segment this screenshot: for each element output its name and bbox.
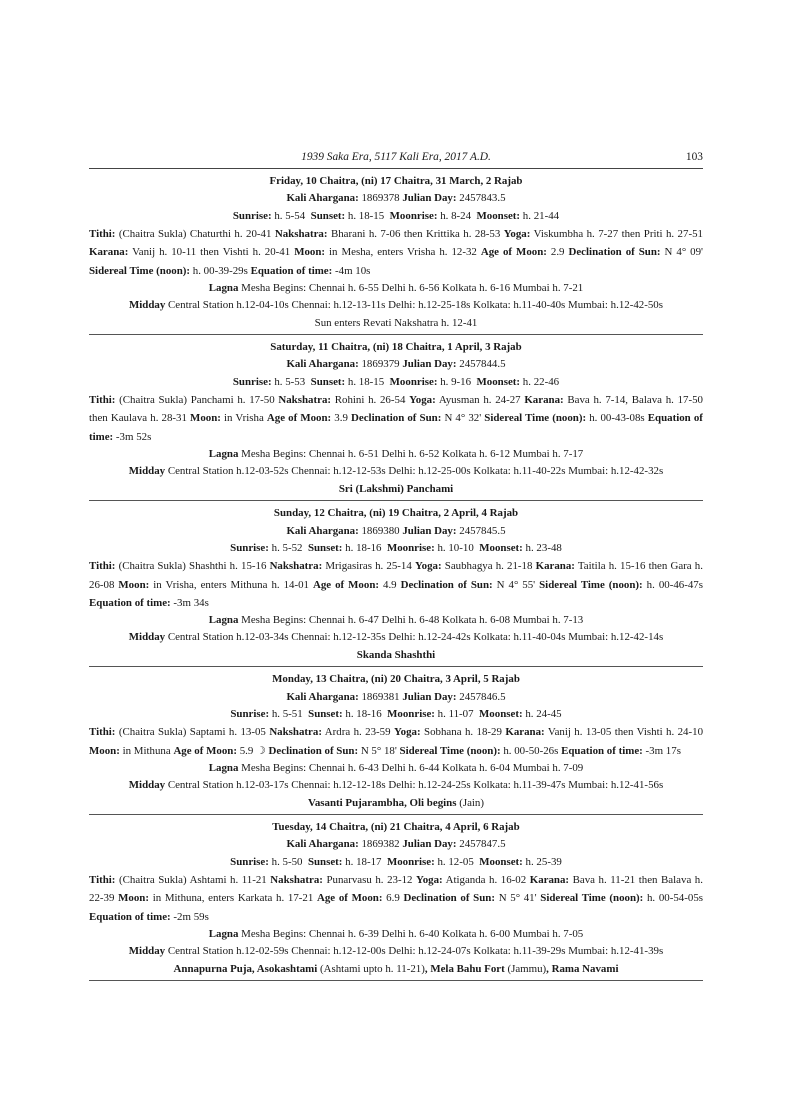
festival-part: , Rama Navami bbox=[546, 962, 619, 975]
ahargana-line bbox=[89, 523, 703, 540]
julian-label: Julian Day: bbox=[402, 690, 457, 703]
ahargana-line bbox=[89, 356, 703, 373]
midday-value: Central Station h.12-02-59s Chennai: h.12-12-00s Delhi: h.12-24-07s Kolkata: h.11-39-29s Mumbai: h.12-41-39s bbox=[167, 945, 664, 958]
karana-value: Vanij h. 10-11 then Vishti h. 20-41 bbox=[132, 246, 291, 259]
declination-label: Declination of Sun: bbox=[568, 246, 661, 259]
sidereal-time-label: Sidereal Time (noon): bbox=[539, 578, 643, 591]
panchang-paragraph bbox=[89, 723, 703, 759]
julian-value: 2457844.5 bbox=[459, 358, 506, 371]
ahargana-line bbox=[89, 836, 703, 853]
declination-label: Declination of Sun: bbox=[403, 892, 495, 905]
festival-line bbox=[89, 961, 703, 978]
kali-label: Kali Ahargana: bbox=[286, 524, 359, 537]
declination-value: N 4° 55' bbox=[496, 578, 536, 591]
midday-line bbox=[89, 297, 703, 314]
yoga-value: Viskumbha h. 7-27 then Priti h. 27-51 bbox=[533, 228, 703, 241]
nakshatra-value: Rohini h. 26-54 bbox=[334, 394, 406, 407]
sunset-value: h. 18-15 bbox=[347, 209, 385, 222]
moonset-label: Moonset: bbox=[476, 375, 521, 388]
julian-label: Julian Day: bbox=[402, 192, 457, 205]
festival-text: Skanda Shashthi bbox=[356, 648, 436, 661]
midday-label: Midday bbox=[128, 299, 166, 312]
day-entry bbox=[89, 815, 703, 981]
moon-label: Moon: bbox=[190, 412, 221, 425]
sunrise-value: h. 5-51 bbox=[271, 707, 303, 720]
kali-value: 1869378 bbox=[361, 192, 400, 205]
lagna-line bbox=[89, 612, 703, 629]
nakshatra-label: Nakshatra: bbox=[278, 394, 332, 407]
karana-label: Karana: bbox=[524, 394, 564, 407]
day-entries bbox=[89, 169, 703, 981]
lagna-value: Mesha Begins: Chennai h. 6-39 Delhi h. 6-40 Kolkata h. 6-00 Mumbai h. 7-05 bbox=[241, 927, 584, 940]
tithi-value: (Chaitra Sukla) Shashthi h. 15-16 bbox=[118, 560, 267, 573]
karana-value: Bava h. 7-14, Balava h. 17-50 then Kaulava h. 28-31 bbox=[89, 394, 703, 425]
festival-part: (Ashtami upto h. 11-21) bbox=[317, 962, 425, 975]
sunrise-label: Sunrise: bbox=[232, 209, 272, 222]
moon-label: Moon: bbox=[89, 744, 120, 757]
julian-label: Julian Day: bbox=[402, 838, 457, 851]
karana-label: Karana: bbox=[529, 874, 570, 887]
midday-line bbox=[89, 943, 703, 960]
julian-label: Julian Day: bbox=[402, 358, 457, 371]
moonrise-label: Moonrise: bbox=[389, 209, 438, 222]
moonrise-label: Moonrise: bbox=[386, 855, 435, 868]
lagna-line bbox=[89, 280, 703, 297]
kali-label: Kali Ahargana: bbox=[286, 838, 359, 851]
sunset-label: Sunset: bbox=[308, 707, 343, 720]
panchang-paragraph bbox=[89, 557, 703, 612]
age-of-moon-label: Age of Moon: bbox=[480, 246, 547, 259]
equation-of-time-value: -3m 52s bbox=[115, 430, 152, 443]
moonset-value: h. 25-39 bbox=[525, 855, 562, 868]
midday-value: Central Station h.12-03-34s Chennai: h.12-12-35s Delhi: h.12-24-42s Kolkata: h.11-40-04s Mumbai: h.12-42-14s bbox=[167, 631, 664, 644]
lagna-label: Lagna bbox=[208, 281, 239, 294]
moon-value: in Vrisha bbox=[224, 412, 264, 425]
age-of-moon-label: Age of Moon: bbox=[317, 892, 383, 905]
date-line: Monday, 13 Chaitra, (ni) 20 Chaitra, 3 April, 5 Rajab bbox=[272, 673, 520, 686]
age-of-moon-value: 3.9 bbox=[334, 412, 348, 425]
festival-suffix: (Jain) bbox=[459, 796, 484, 809]
moon-value: in Vrisha, enters Mithuna h. 14-01 bbox=[153, 578, 309, 591]
date-line: Tuesday, 14 Chaitra, (ni) 21 Chaitra, 4 April, 6 Rajab bbox=[272, 820, 520, 833]
festival-text: Sri (Lakshmi) Panchami bbox=[338, 482, 454, 495]
midday-label: Midday bbox=[128, 631, 166, 644]
equation-of-time-label: Equation of time: bbox=[89, 596, 171, 609]
midday-label: Midday bbox=[128, 945, 166, 958]
almanac-page bbox=[89, 150, 703, 981]
sidereal-time-label: Sidereal Time (noon): bbox=[540, 892, 644, 905]
yoga-value: Sobhana h. 18-29 bbox=[424, 726, 502, 739]
midday-line bbox=[89, 463, 703, 480]
kali-value: 1869379 bbox=[361, 358, 400, 371]
yoga-label: Yoga: bbox=[414, 560, 442, 573]
sunrise-label: Sunrise: bbox=[232, 375, 272, 388]
tithi-label: Tithi: bbox=[89, 560, 116, 573]
sidereal-time-value: h. 00-46-47s bbox=[646, 578, 703, 591]
sidereal-time-value: h. 00-39-29s bbox=[192, 264, 248, 277]
moonset-label: Moonset: bbox=[479, 541, 523, 554]
festival-line bbox=[89, 481, 703, 498]
sunset-value: h. 18-16 bbox=[345, 541, 382, 554]
sunset-label: Sunset: bbox=[310, 375, 346, 388]
declination-value: N 5° 41' bbox=[498, 892, 537, 905]
equation-of-time-value: -3m 17s bbox=[645, 744, 681, 757]
karana-label: Karana: bbox=[535, 560, 575, 573]
midday-line bbox=[89, 777, 703, 794]
sunrise-value: h. 5-50 bbox=[271, 855, 303, 868]
equation-of-time-value: -3m 34s bbox=[173, 596, 209, 609]
declination-label: Declination of Sun: bbox=[351, 412, 442, 425]
julian-value: 2457843.5 bbox=[459, 192, 506, 205]
moonrise-value: h. 9-16 bbox=[440, 375, 472, 388]
tithi-value: (Chaitra Sukla) Ashtami h. 11-21 bbox=[118, 874, 267, 887]
midday-value: Central Station h.12-03-52s Chennai: h.12-12-53s Delhi: h.12-25-00s Kolkata: h.11-40-22s Mumbai: h.12-42-32s bbox=[167, 465, 664, 478]
sunrise-label: Sunrise: bbox=[230, 541, 269, 554]
rise-set-line bbox=[89, 374, 703, 391]
tithi-label: Tithi: bbox=[89, 874, 116, 887]
yoga-value: Saubhagya h. 21-18 bbox=[444, 560, 533, 573]
age-of-moon-value: 4.9 bbox=[383, 578, 397, 591]
declination-label: Declination of Sun: bbox=[268, 744, 359, 757]
sidereal-time-label: Sidereal Time (noon): bbox=[484, 412, 587, 425]
sidereal-time-value: h. 00-50-26s bbox=[503, 744, 559, 757]
date-line: Friday, 10 Chaitra, (ni) 17 Chaitra, 31 March, 2 Rajab bbox=[269, 175, 523, 187]
kali-value: 1869380 bbox=[361, 524, 400, 537]
moon-label: Moon: bbox=[118, 892, 149, 905]
day-entry bbox=[89, 667, 703, 815]
yoga-label: Yoga: bbox=[503, 228, 531, 241]
moonrise-label: Moonrise: bbox=[389, 375, 438, 388]
nakshatra-label: Nakshatra: bbox=[270, 874, 323, 887]
yoga-label: Yoga: bbox=[416, 874, 443, 887]
festival-part: (Jammu) bbox=[504, 962, 547, 975]
julian-value: 2457846.5 bbox=[459, 690, 506, 703]
kali-value: 1869382 bbox=[361, 838, 400, 851]
rise-set-line bbox=[89, 540, 703, 557]
panchang-paragraph bbox=[89, 391, 703, 446]
yoga-value: Ayusman h. 24-27 bbox=[438, 394, 521, 407]
festival-text: Vasanti Pujarambha, Oli begins bbox=[308, 796, 457, 809]
equation-of-time-label: Equation of time: bbox=[561, 744, 643, 757]
equation-of-time-value: -4m 10s bbox=[335, 264, 371, 277]
moonrise-label: Moonrise: bbox=[386, 541, 435, 554]
lagna-value: Mesha Begins: Chennai h. 6-51 Delhi h. 6-52 Kolkata h. 6-12 Mumbai h. 7-17 bbox=[241, 447, 584, 460]
tithi-label: Tithi: bbox=[89, 394, 116, 407]
midday-label: Midday bbox=[128, 465, 166, 478]
rise-set-line bbox=[89, 208, 703, 225]
lagna-value: Mesha Begins: Chennai h. 6-43 Delhi h. 6-44 Kolkata h. 6-04 Mumbai h. 7-09 bbox=[241, 761, 584, 774]
karana-value: Vanij h. 13-05 then Vishti h. 24-10 bbox=[547, 726, 704, 739]
age-of-moon-value: 5.9 ☽ bbox=[239, 744, 266, 757]
lagna-label: Lagna bbox=[208, 613, 239, 626]
festival-line bbox=[89, 647, 703, 664]
moon-value: in Mithuna, enters Karkata h. 17-21 bbox=[152, 892, 314, 905]
midday-line bbox=[89, 629, 703, 646]
sunset-value: h. 18-16 bbox=[345, 707, 382, 720]
moonset-value: h. 22-46 bbox=[522, 375, 560, 388]
karana-value: Bava h. 11-21 then Balava h. 22-39 bbox=[89, 874, 703, 905]
sidereal-time-value: h. 00-43-08s bbox=[589, 412, 645, 425]
nakshatra-value: Ardra h. 23-59 bbox=[324, 726, 391, 739]
lagna-value: Mesha Begins: Chennai h. 6-55 Delhi h. 6-56 Kolkata h. 6-16 Mumbai h. 7-21 bbox=[241, 281, 584, 294]
sunset-value: h. 18-15 bbox=[347, 375, 385, 388]
panchang-paragraph bbox=[89, 225, 703, 280]
sunset-value: h. 18-17 bbox=[345, 855, 382, 868]
moon-value: in Mesha, enters Vrisha h. 12-32 bbox=[329, 246, 477, 259]
tithi-value: (Chaitra Sukla) Chaturthi h. 20-41 bbox=[118, 228, 272, 241]
nakshatra-label: Nakshatra: bbox=[269, 560, 323, 573]
julian-value: 2457845.5 bbox=[459, 524, 506, 537]
moonset-label: Moonset: bbox=[476, 209, 521, 222]
moonrise-value: h. 8-24 bbox=[440, 209, 472, 222]
age-of-moon-value: 6.9 bbox=[386, 892, 400, 905]
equation-of-time-label: Equation of time: bbox=[89, 910, 171, 923]
lagna-line bbox=[89, 926, 703, 943]
moon-label: Moon: bbox=[118, 578, 150, 591]
equation-of-time-label: Equation of time: bbox=[89, 412, 703, 443]
kali-label: Kali Ahargana: bbox=[286, 192, 359, 205]
moonrise-value: h. 10-10 bbox=[437, 541, 474, 554]
page-number: 103 bbox=[685, 151, 703, 163]
moonrise-value: h. 11-07 bbox=[437, 707, 474, 720]
nakshatra-value: Mrigasiras h. 25-14 bbox=[325, 560, 412, 573]
age-of-moon-label: Age of Moon: bbox=[173, 744, 237, 757]
rise-set-line bbox=[89, 706, 703, 723]
julian-label: Julian Day: bbox=[402, 524, 457, 537]
karana-label: Karana: bbox=[89, 246, 129, 259]
panchang-paragraph bbox=[89, 871, 703, 926]
festival-text: Sun enters Revati Nakshatra h. 12-41 bbox=[314, 316, 478, 329]
sunrise-value: h. 5-54 bbox=[274, 209, 306, 222]
festival-part: , Mela Bahu Fort bbox=[424, 962, 505, 975]
nakshatra-label: Nakshatra: bbox=[274, 228, 328, 241]
tithi-label: Tithi: bbox=[89, 726, 116, 739]
declination-value: N 4° 32' bbox=[444, 412, 482, 425]
page-header bbox=[89, 150, 703, 169]
yoga-label: Yoga: bbox=[393, 726, 421, 739]
kali-label: Kali Ahargana: bbox=[286, 690, 359, 703]
midday-value: Central Station h.12-04-10s Chennai: h.12-13-11s Delhi: h.12-25-18s Kolkata: h.11-40-40s Mumbai: h.12-42-50s bbox=[168, 299, 663, 312]
yoga-value: Atiganda h. 16-02 bbox=[445, 874, 527, 887]
festival-line bbox=[89, 315, 703, 332]
declination-value: N 4° 09' bbox=[664, 246, 703, 259]
karana-label: Karana: bbox=[505, 726, 545, 739]
moonset-value: h. 21-44 bbox=[522, 209, 560, 222]
sunset-label: Sunset: bbox=[307, 541, 343, 554]
tithi-label: Tithi: bbox=[89, 228, 116, 241]
day-entry bbox=[89, 501, 703, 667]
sunset-label: Sunset: bbox=[310, 209, 346, 222]
equation-of-time-label: Equation of time: bbox=[250, 264, 333, 277]
lagna-line bbox=[89, 760, 703, 777]
kali-value: 1869381 bbox=[361, 690, 400, 703]
age-of-moon-label: Age of Moon: bbox=[312, 578, 380, 591]
festival-part: Annapurna Puja, Asokashtami bbox=[173, 962, 318, 975]
lagna-line bbox=[89, 446, 703, 463]
moonset-value: h. 23-48 bbox=[525, 541, 562, 554]
nakshatra-value: Bharani h. 7-06 then Krittika h. 28-53 bbox=[330, 228, 501, 241]
equation-of-time-value: -2m 59s bbox=[173, 910, 209, 923]
rise-set-line bbox=[89, 854, 703, 871]
age-of-moon-label: Age of Moon: bbox=[266, 412, 332, 425]
lagna-label: Lagna bbox=[208, 927, 239, 940]
sunrise-value: h. 5-53 bbox=[274, 375, 306, 388]
kali-label: Kali Ahargana: bbox=[286, 358, 359, 371]
sunrise-label: Sunrise: bbox=[230, 855, 269, 868]
moon-label: Moon: bbox=[294, 246, 326, 259]
moonset-value: h. 24-45 bbox=[525, 707, 562, 720]
nakshatra-label: Nakshatra: bbox=[269, 726, 322, 739]
sidereal-time-label: Sidereal Time (noon): bbox=[89, 264, 191, 277]
midday-label: Midday bbox=[128, 779, 166, 792]
ahargana-line bbox=[89, 190, 703, 207]
moon-value: in Mithuna bbox=[122, 744, 171, 757]
tithi-value: (Chaitra Sukla) Saptami h. 13-05 bbox=[118, 726, 266, 739]
tithi-value: (Chaitra Sukla) Panchami h. 17-50 bbox=[119, 394, 275, 407]
moonset-label: Moonset: bbox=[479, 855, 523, 868]
lagna-label: Lagna bbox=[208, 761, 239, 774]
midday-value: Central Station h.12-03-17s Chennai: h.12-12-18s Delhi: h.12-24-25s Kolkata: h.11-39-47s Mumbai: h.12-41-56s bbox=[167, 779, 664, 792]
karana-value: Taitila h. 15-16 then Gara h. 26-08 bbox=[89, 560, 703, 591]
sunrise-label: Sunrise: bbox=[230, 707, 270, 720]
page-header-title: 1939 Saka Era, 5117 Kali Era, 2017 A.D. bbox=[301, 151, 491, 163]
yoga-label: Yoga: bbox=[409, 394, 436, 407]
date-line: Sunday, 12 Chaitra, (ni) 19 Chaitra, 2 April, 4 Rajab bbox=[273, 507, 519, 520]
moonset-label: Moonset: bbox=[479, 707, 523, 720]
moonrise-label: Moonrise: bbox=[387, 707, 435, 720]
moonrise-value: h. 12-05 bbox=[437, 855, 474, 868]
nakshatra-value: Punarvasu h. 23-12 bbox=[326, 874, 413, 887]
declination-label: Declination of Sun: bbox=[400, 578, 493, 591]
julian-value: 2457847.5 bbox=[459, 838, 506, 851]
sidereal-time-value: h. 00-54-05s bbox=[646, 892, 704, 905]
sunrise-value: h. 5-52 bbox=[271, 541, 303, 554]
festival-line bbox=[89, 795, 703, 812]
day-entry bbox=[89, 169, 703, 335]
ahargana-line bbox=[89, 689, 703, 706]
lagna-label: Lagna bbox=[208, 447, 239, 460]
lagna-value: Mesha Begins: Chennai h. 6-47 Delhi h. 6-48 Kolkata h. 6-08 Mumbai h. 7-13 bbox=[241, 613, 584, 626]
date-line: Saturday, 11 Chaitra, (ni) 18 Chaitra, 1 April, 3 Rajab bbox=[270, 341, 522, 354]
declination-value: N 5° 18' bbox=[360, 744, 397, 757]
day-entry bbox=[89, 335, 703, 501]
sunset-label: Sunset: bbox=[307, 855, 343, 868]
age-of-moon-value: 2.9 bbox=[550, 246, 565, 259]
sidereal-time-label: Sidereal Time (noon): bbox=[399, 744, 501, 757]
